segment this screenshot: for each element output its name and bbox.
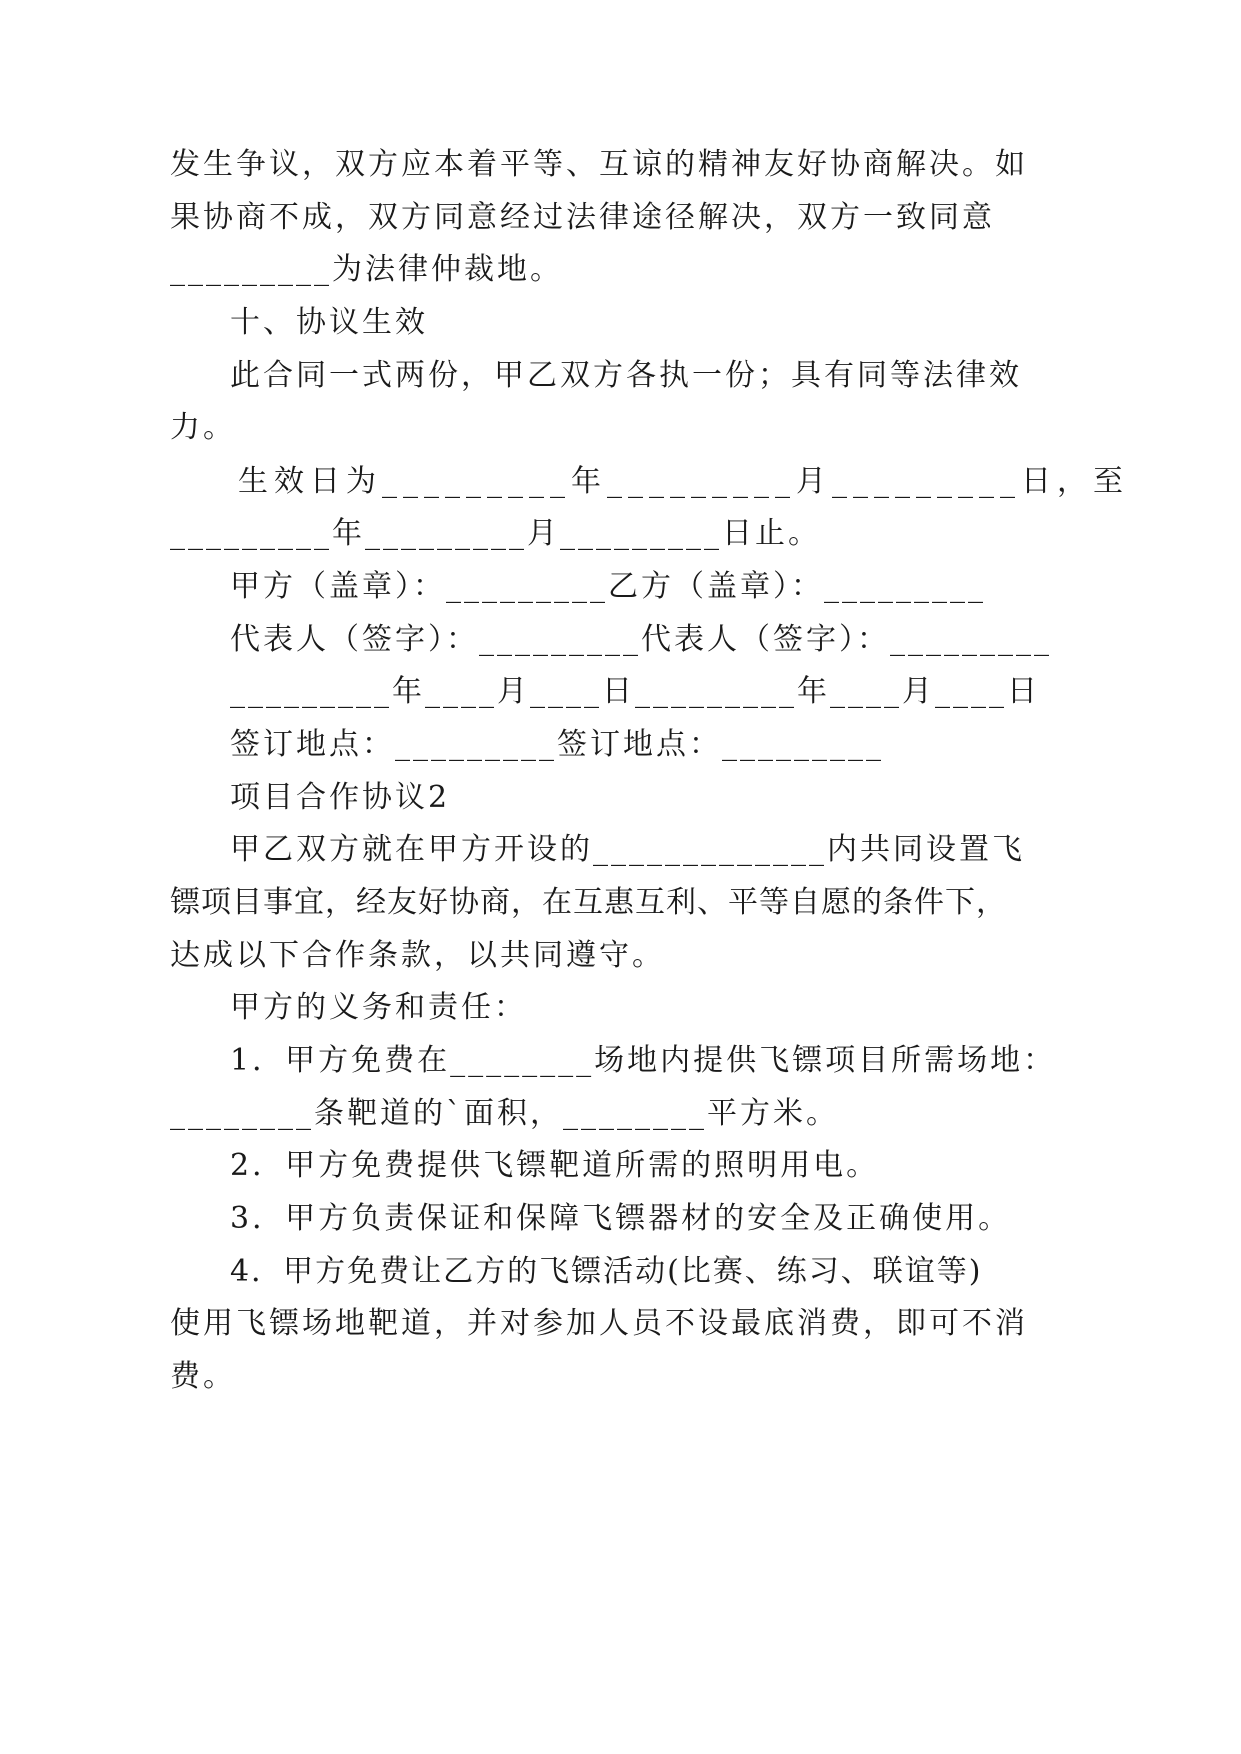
text-line: 果协商不成，双方同意经过法律途径解决，双方一致同意: [170, 200, 995, 235]
text-line: 费。: [170, 1359, 236, 1394]
signature-line: 签订地点：_________签订地点：_________: [230, 727, 884, 762]
list-item: 4．甲方免费让乙方的飞镖活动(比赛、练习、联谊等): [230, 1254, 983, 1289]
list-item: 1．甲方免费在________场地内提供飞镖项目所需场地：: [230, 1043, 1057, 1078]
date-line: _________年____月____日_________年____月____日: [230, 674, 1040, 709]
text-line: 镖项目事宜，经友好协商，在互惠互利、平等自愿的条件下，: [170, 885, 1007, 920]
text-line: 甲乙双方就在甲方开设的_____________内共同设置飞: [230, 832, 1025, 867]
text-line: 使用飞镖场地靶道，并对参加人员不设最底消费，即可不消: [170, 1306, 1028, 1341]
section-heading: 项目合作协议2: [230, 780, 451, 815]
list-item: 2．甲方免费提供飞镖靶道所需的照明用电。: [230, 1148, 880, 1183]
text-line: 力。: [170, 410, 236, 445]
signature-line: 甲方（盖章）：_________乙方（盖章）：_________: [230, 569, 986, 604]
signature-line: 代表人（签字）：_________代表人（签字）：_________: [230, 622, 1052, 657]
text-line: 此合同一式两份，甲乙双方各执一份；具有同等法律效: [230, 358, 1022, 393]
text-line: _________年_________月_________日止。: [170, 516, 821, 551]
text-line: 生效日为_________年_________月_________日，至: [238, 464, 1129, 499]
section-heading: 甲方的义务和责任：: [230, 990, 527, 1025]
list-item: 3．甲方负责保证和保障飞镖器材的安全及正确使用。: [230, 1201, 1012, 1236]
text-line: 发生争议，双方应本着平等、互谅的精神友好协商解决。如: [170, 147, 1028, 182]
section-heading: 十、协议生效: [230, 305, 428, 340]
text-line: ________条靶道的`面积，________平方米。: [170, 1096, 839, 1131]
text-line: _________为法律仲裁地。: [170, 252, 563, 287]
text-line: 达成以下合作条款，以共同遵守。: [170, 938, 665, 973]
